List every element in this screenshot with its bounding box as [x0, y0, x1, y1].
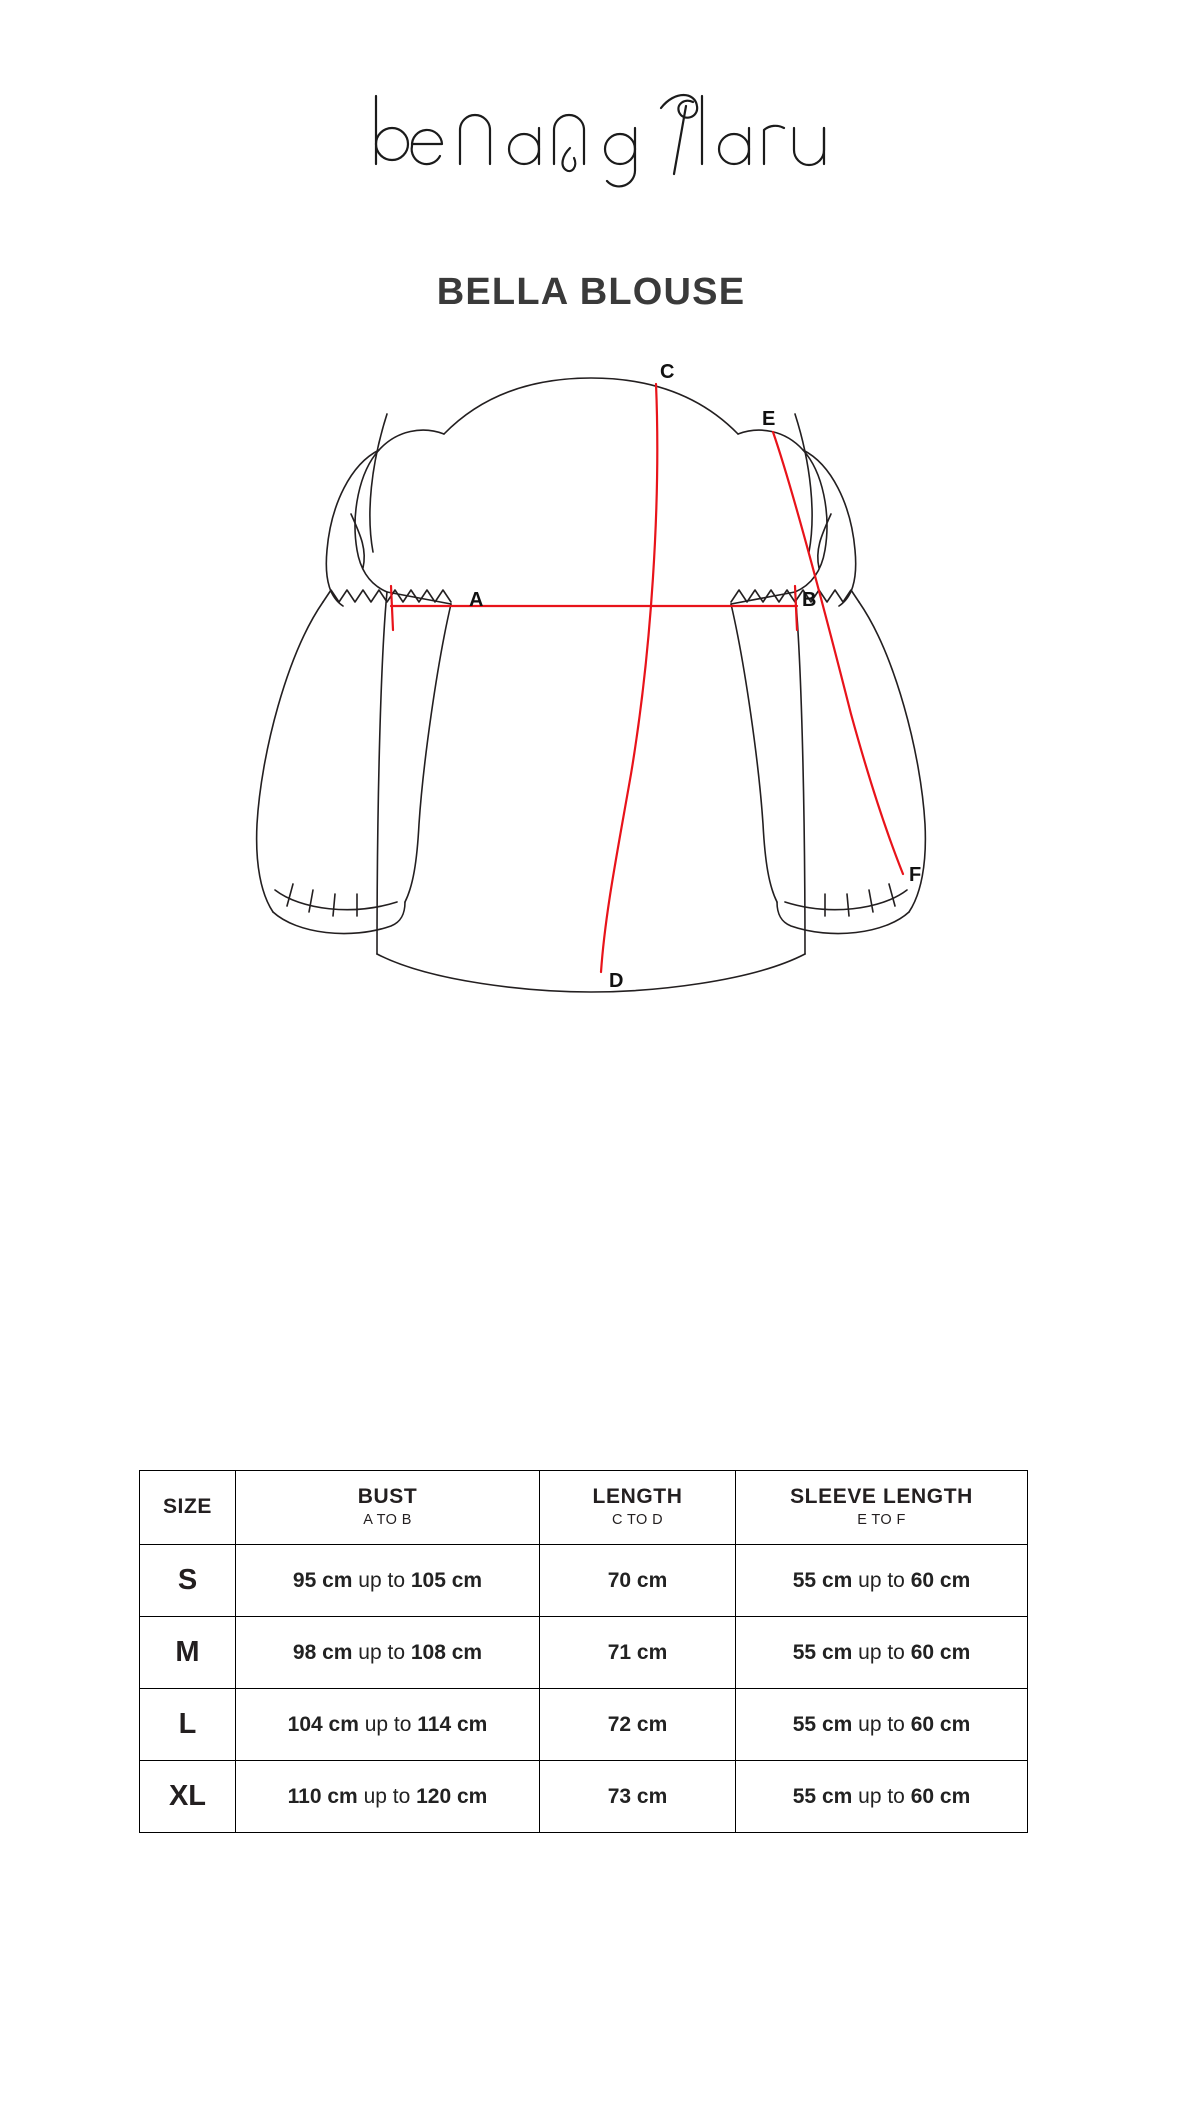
cell-bust-join: up to	[363, 1784, 411, 1808]
point-label-c: C	[660, 361, 675, 383]
cell-bust-min: 95 cm	[292, 1568, 353, 1592]
cell-size: S	[140, 1545, 236, 1617]
table-row	[140, 1761, 1028, 1833]
measurement-lines	[391, 384, 903, 972]
cell-sleeve-join: up to	[858, 1784, 905, 1808]
cell-sleeve	[736, 1761, 1028, 1833]
header-sleeve	[736, 1471, 1028, 1545]
cell-bust-max: 105 cm	[410, 1568, 483, 1592]
blouse-technical-drawing	[201, 354, 981, 1054]
table-header-row	[140, 1471, 1028, 1545]
measure-tick-b	[795, 586, 797, 630]
cell-bust-min: 104 cm	[287, 1712, 359, 1736]
table-row	[140, 1617, 1028, 1689]
cell-length-value: 70 cm	[607, 1568, 668, 1592]
cell-size: XL	[140, 1761, 236, 1833]
brand-header	[0, 0, 1182, 193]
table-row	[140, 1689, 1028, 1761]
page-title: BELLA BLOUSE	[436, 271, 746, 313]
cell-bust-max: 120 cm	[416, 1784, 488, 1808]
cell-size: M	[140, 1617, 236, 1689]
cell-size: L	[140, 1689, 236, 1761]
garment-illustration	[201, 354, 981, 1054]
measure-line-length	[601, 384, 657, 972]
measure-line-sleeve	[773, 432, 903, 874]
cell-bust-min: 98 cm	[292, 1640, 353, 1664]
header-bust-sub: A TO B	[363, 1512, 412, 1529]
cell-bust	[236, 1689, 540, 1761]
cell-sleeve-min: 55 cm	[792, 1784, 853, 1808]
cell-sleeve-min: 55 cm	[792, 1640, 853, 1664]
cell-bust	[236, 1545, 540, 1617]
cell-bust-min: 110 cm	[287, 1784, 358, 1808]
table-row	[140, 1545, 1028, 1617]
cell-length-value: 72 cm	[607, 1712, 668, 1736]
cell-sleeve-max: 60 cm	[910, 1568, 971, 1592]
cell-sleeve-join: up to	[858, 1712, 905, 1736]
cell-sleeve	[736, 1545, 1028, 1617]
header-size-main: SIZE	[162, 1494, 213, 1518]
cell-bust-max: 108 cm	[410, 1640, 483, 1664]
cell-bust-join: up to	[358, 1568, 406, 1592]
cell-length-value: 73 cm	[607, 1784, 668, 1808]
point-label-b: B	[802, 589, 817, 611]
cell-sleeve-min: 55 cm	[792, 1712, 853, 1736]
header-sleeve-main: SLEEVE LENGTH	[790, 1485, 973, 1508]
brand-logo	[356, 78, 826, 193]
header-size	[140, 1471, 236, 1545]
header-bust	[236, 1471, 540, 1545]
cell-length	[540, 1617, 736, 1689]
point-label-d: D	[609, 970, 624, 992]
point-label-e: E	[762, 408, 776, 430]
size-chart-table-container	[139, 1470, 1027, 1833]
header-bust-main: BUST	[357, 1485, 418, 1508]
size-chart-table	[139, 1470, 1028, 1833]
cell-sleeve-join: up to	[858, 1568, 905, 1592]
point-label-f: F	[909, 864, 922, 886]
cell-bust-join: up to	[358, 1640, 406, 1664]
cell-length-value: 71 cm	[607, 1640, 668, 1664]
garment-illustration-container	[0, 354, 1182, 1054]
header-length	[540, 1471, 736, 1545]
cell-bust	[236, 1617, 540, 1689]
cell-sleeve-min: 55 cm	[792, 1568, 853, 1592]
cell-sleeve-max: 60 cm	[910, 1712, 971, 1736]
header-length-main: LENGTH	[592, 1485, 683, 1508]
cell-sleeve-max: 60 cm	[910, 1640, 971, 1664]
header-sleeve-sub: E TO F	[857, 1512, 906, 1529]
cell-sleeve	[736, 1617, 1028, 1689]
header-length-sub: C TO D	[611, 1512, 663, 1529]
point-label-a: A	[469, 589, 484, 611]
brand-logo-graphic	[356, 78, 826, 188]
cell-bust-max: 114 cm	[417, 1712, 488, 1736]
cell-sleeve	[736, 1689, 1028, 1761]
cell-bust	[236, 1761, 540, 1833]
cell-length	[540, 1689, 736, 1761]
cell-bust-join: up to	[364, 1712, 412, 1736]
cell-sleeve-join: up to	[858, 1640, 905, 1664]
cell-length	[540, 1545, 736, 1617]
cell-length	[540, 1761, 736, 1833]
cell-sleeve-max: 60 cm	[910, 1784, 971, 1808]
